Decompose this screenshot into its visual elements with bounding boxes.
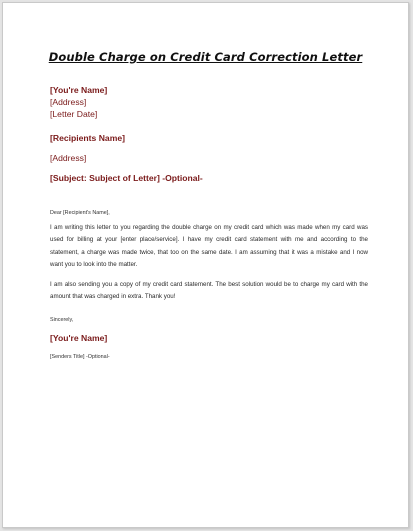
closing: Sincerely, xyxy=(50,317,74,323)
body-paragraph-1: I am writing this letter to you regarding the double charge on my credit card which was made when my card was used for billing at your [enter place/service]. I have my credit card statement with me and according to the statement, a charge was made twice, that too on the same date. I am assuming that it was a mistake and I now want you to look into the matter. xyxy=(50,224,368,269)
subject-line: [Subject: Subject of Letter] -Optional- xyxy=(50,173,203,183)
salutation: Dear [Recipient's Name], xyxy=(50,210,110,216)
signature-name: [You're Name] xyxy=(50,333,108,343)
letter-page xyxy=(2,2,409,528)
sender-title: [Senders Title] -Optional- xyxy=(50,354,110,360)
body-paragraph-2: I am also sending you a copy of my credit card statement. The best solution would be to charge my card with the amount that was charged in extra. Thank you! xyxy=(50,281,368,301)
recipient-address: [Address] xyxy=(50,153,87,163)
recipient-name: [Recipients Name] xyxy=(50,133,125,143)
letter-title: Double Charge on Credit Card Correction Letter xyxy=(48,50,363,64)
letter-date: [Letter Date] xyxy=(50,109,98,119)
sender-name: [You're Name] xyxy=(50,85,108,95)
sender-address: [Address] xyxy=(50,97,87,107)
